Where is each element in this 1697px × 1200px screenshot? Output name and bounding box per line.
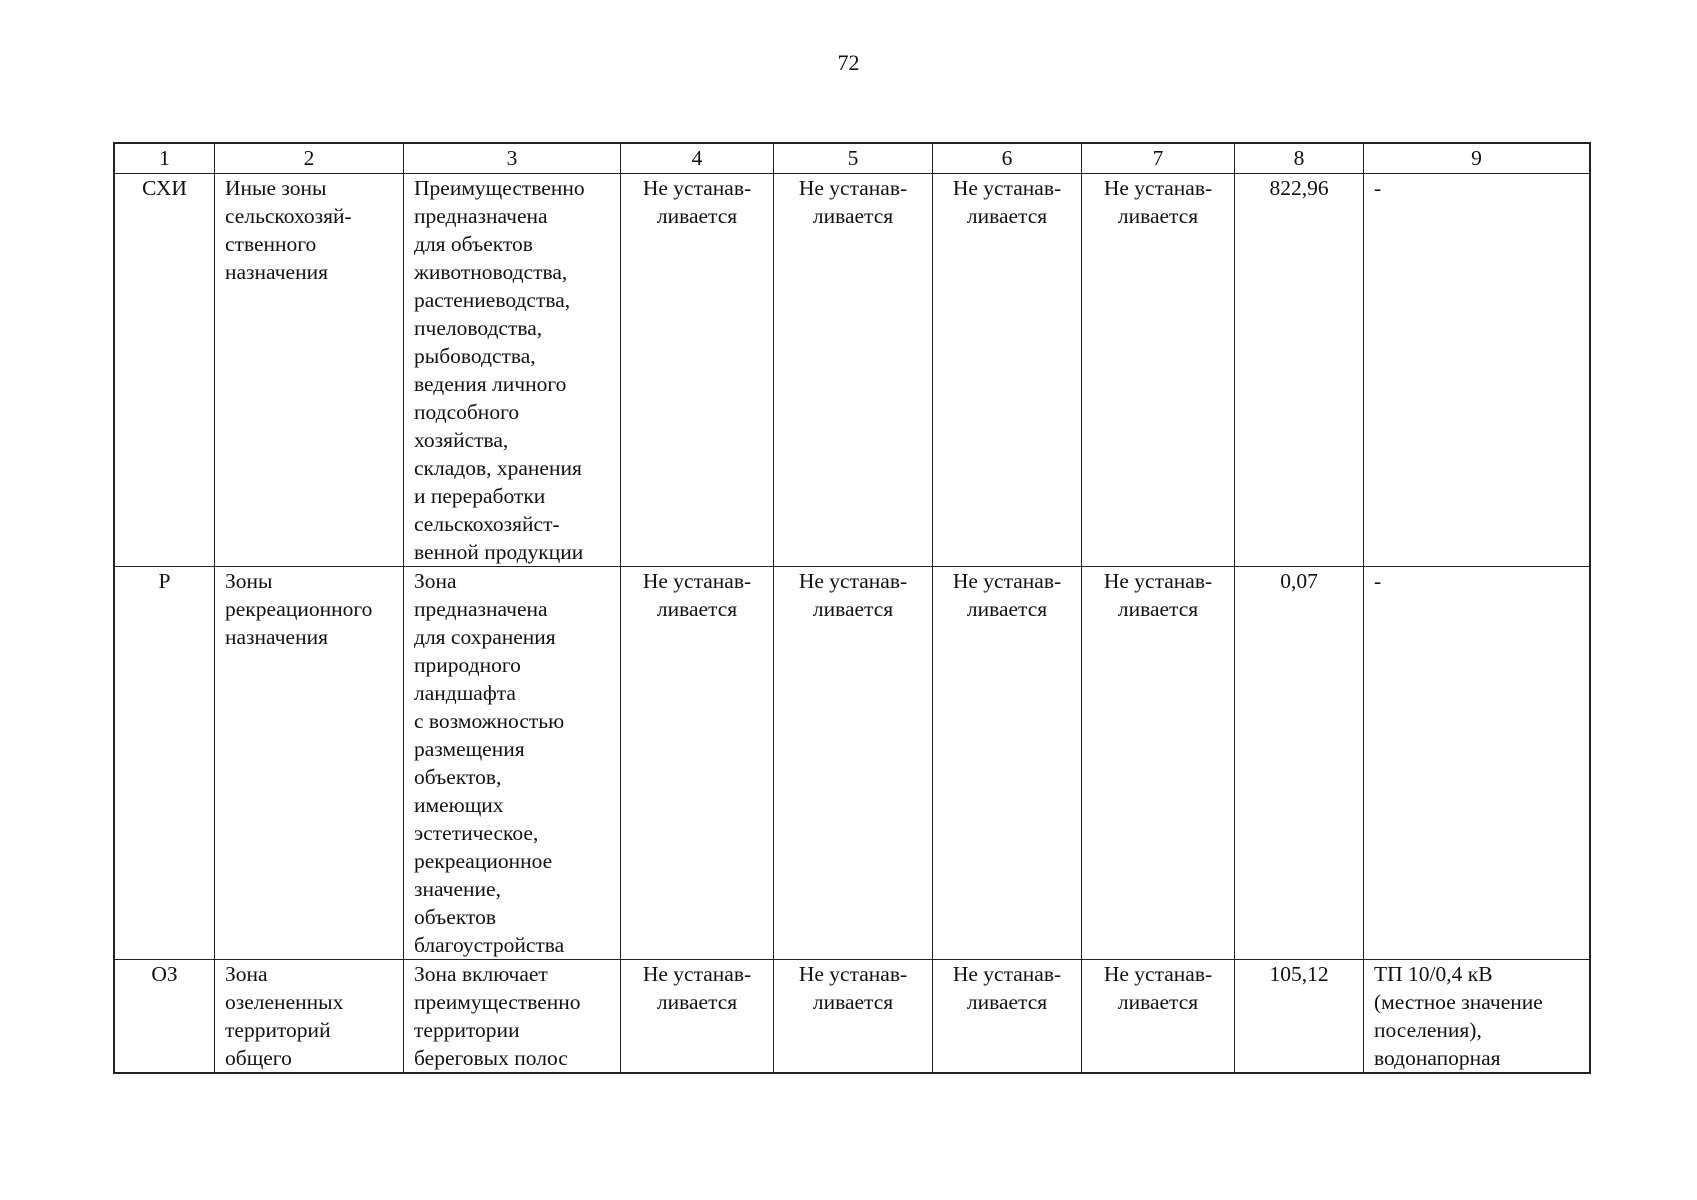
column-7-value: Не устанав- ливается [1103,962,1213,1014]
column-5-value: Не устанав- ливается [798,962,908,1014]
column-header-6: 6 [933,144,1082,174]
zone-area: 0,07 [1280,569,1318,593]
column-4-value: Не устанав- ливается [642,569,752,621]
column-header-5: 5 [774,144,933,174]
column-header-4: 4 [621,144,774,174]
header-row [115,144,1590,174]
zone-objects-cell [1364,567,1590,960]
column-7-value: Не устанав- ливается [1103,176,1213,228]
zone-code-cell [115,960,215,1073]
zone-code-cell [115,567,215,960]
column-header-1: 1 [115,144,215,174]
zone-objects: - [1374,176,1382,200]
column-6-value: Не устанав- ливается [952,569,1062,621]
column-7-value: Не устанав- ливается [1103,569,1213,621]
zone-purpose-cell [404,174,621,567]
zone-purpose: Зона предназначена для сохранения природного ландшафта с возможностью размещения объектов, имеющих эстетическое, рекреационное значение, объектов благоустройства [414,569,565,957]
column-header-3: 3 [404,144,621,174]
column-5-cell [774,960,933,1073]
column-header-7: 7 [1082,144,1235,174]
zone-name-cell [215,960,404,1073]
column-7-cell [1082,174,1235,567]
column-5-cell [774,174,933,567]
zone-area-cell [1235,174,1364,567]
column-4-value: Не устанав- ливается [642,962,752,1014]
zone-objects-cell [1364,174,1590,567]
zone-purpose: Преимущественно предназначена для объектов животноводства, растениеводства, пчеловодства, рыбоводства, ведения личного подсобного хозяйства, складов, хранения и переработки сельскохозяйст- венной продукции [414,176,585,564]
column-4-value: Не устанав- ливается [642,176,752,228]
zone-area: 105,12 [1269,962,1329,986]
column-6-value: Не устанав- ливается [952,176,1062,228]
column-7-cell [1082,567,1235,960]
column-7-cell [1082,960,1235,1073]
column-header-9: 9 [1364,144,1590,174]
zone-name: Зоны рекреационного назначения [225,569,373,649]
zone-name-cell [215,174,404,567]
table-row [115,960,1590,1073]
zone-area: 822,96 [1269,176,1329,200]
zone-area-cell [1235,567,1364,960]
zone-code-cell [115,174,215,567]
table-row [115,567,1590,960]
column-5-value: Не устанав- ливается [798,176,908,228]
zone-objects: - [1374,569,1382,593]
zone-purpose-cell [404,960,621,1073]
column-6-value: Не устанав- ливается [952,962,1062,1014]
page-number: 72 [837,50,860,75]
zone-area-cell [1235,960,1364,1073]
zone-code: Р [158,569,171,593]
zone-name-cell [215,567,404,960]
zone-code: ОЗ [151,962,178,986]
column-4-cell [621,174,774,567]
zone-code: СХИ [142,176,187,200]
column-header-8: 8 [1235,144,1364,174]
column-6-cell [933,174,1082,567]
zone-objects-cell [1364,960,1590,1073]
zone-objects: ТП 10/0,4 кВ (местное значение поселения), водонапорная [1374,962,1543,1070]
column-4-cell [621,567,774,960]
zoning-table [114,143,1590,1073]
column-6-cell [933,960,1082,1073]
column-5-cell [774,567,933,960]
column-6-cell [933,567,1082,960]
column-4-cell [621,960,774,1073]
column-header-2: 2 [215,144,404,174]
zone-name: Иные зоны сельскохозяй- ственного назначения [225,176,352,284]
zone-name: Зона озелененных территорий общего [225,962,344,1070]
table-row [115,174,1590,567]
zone-purpose-cell [404,567,621,960]
zone-purpose: Зона включает преимущественно территории береговых полос [414,962,581,1070]
column-5-value: Не устанав- ливается [798,569,908,621]
